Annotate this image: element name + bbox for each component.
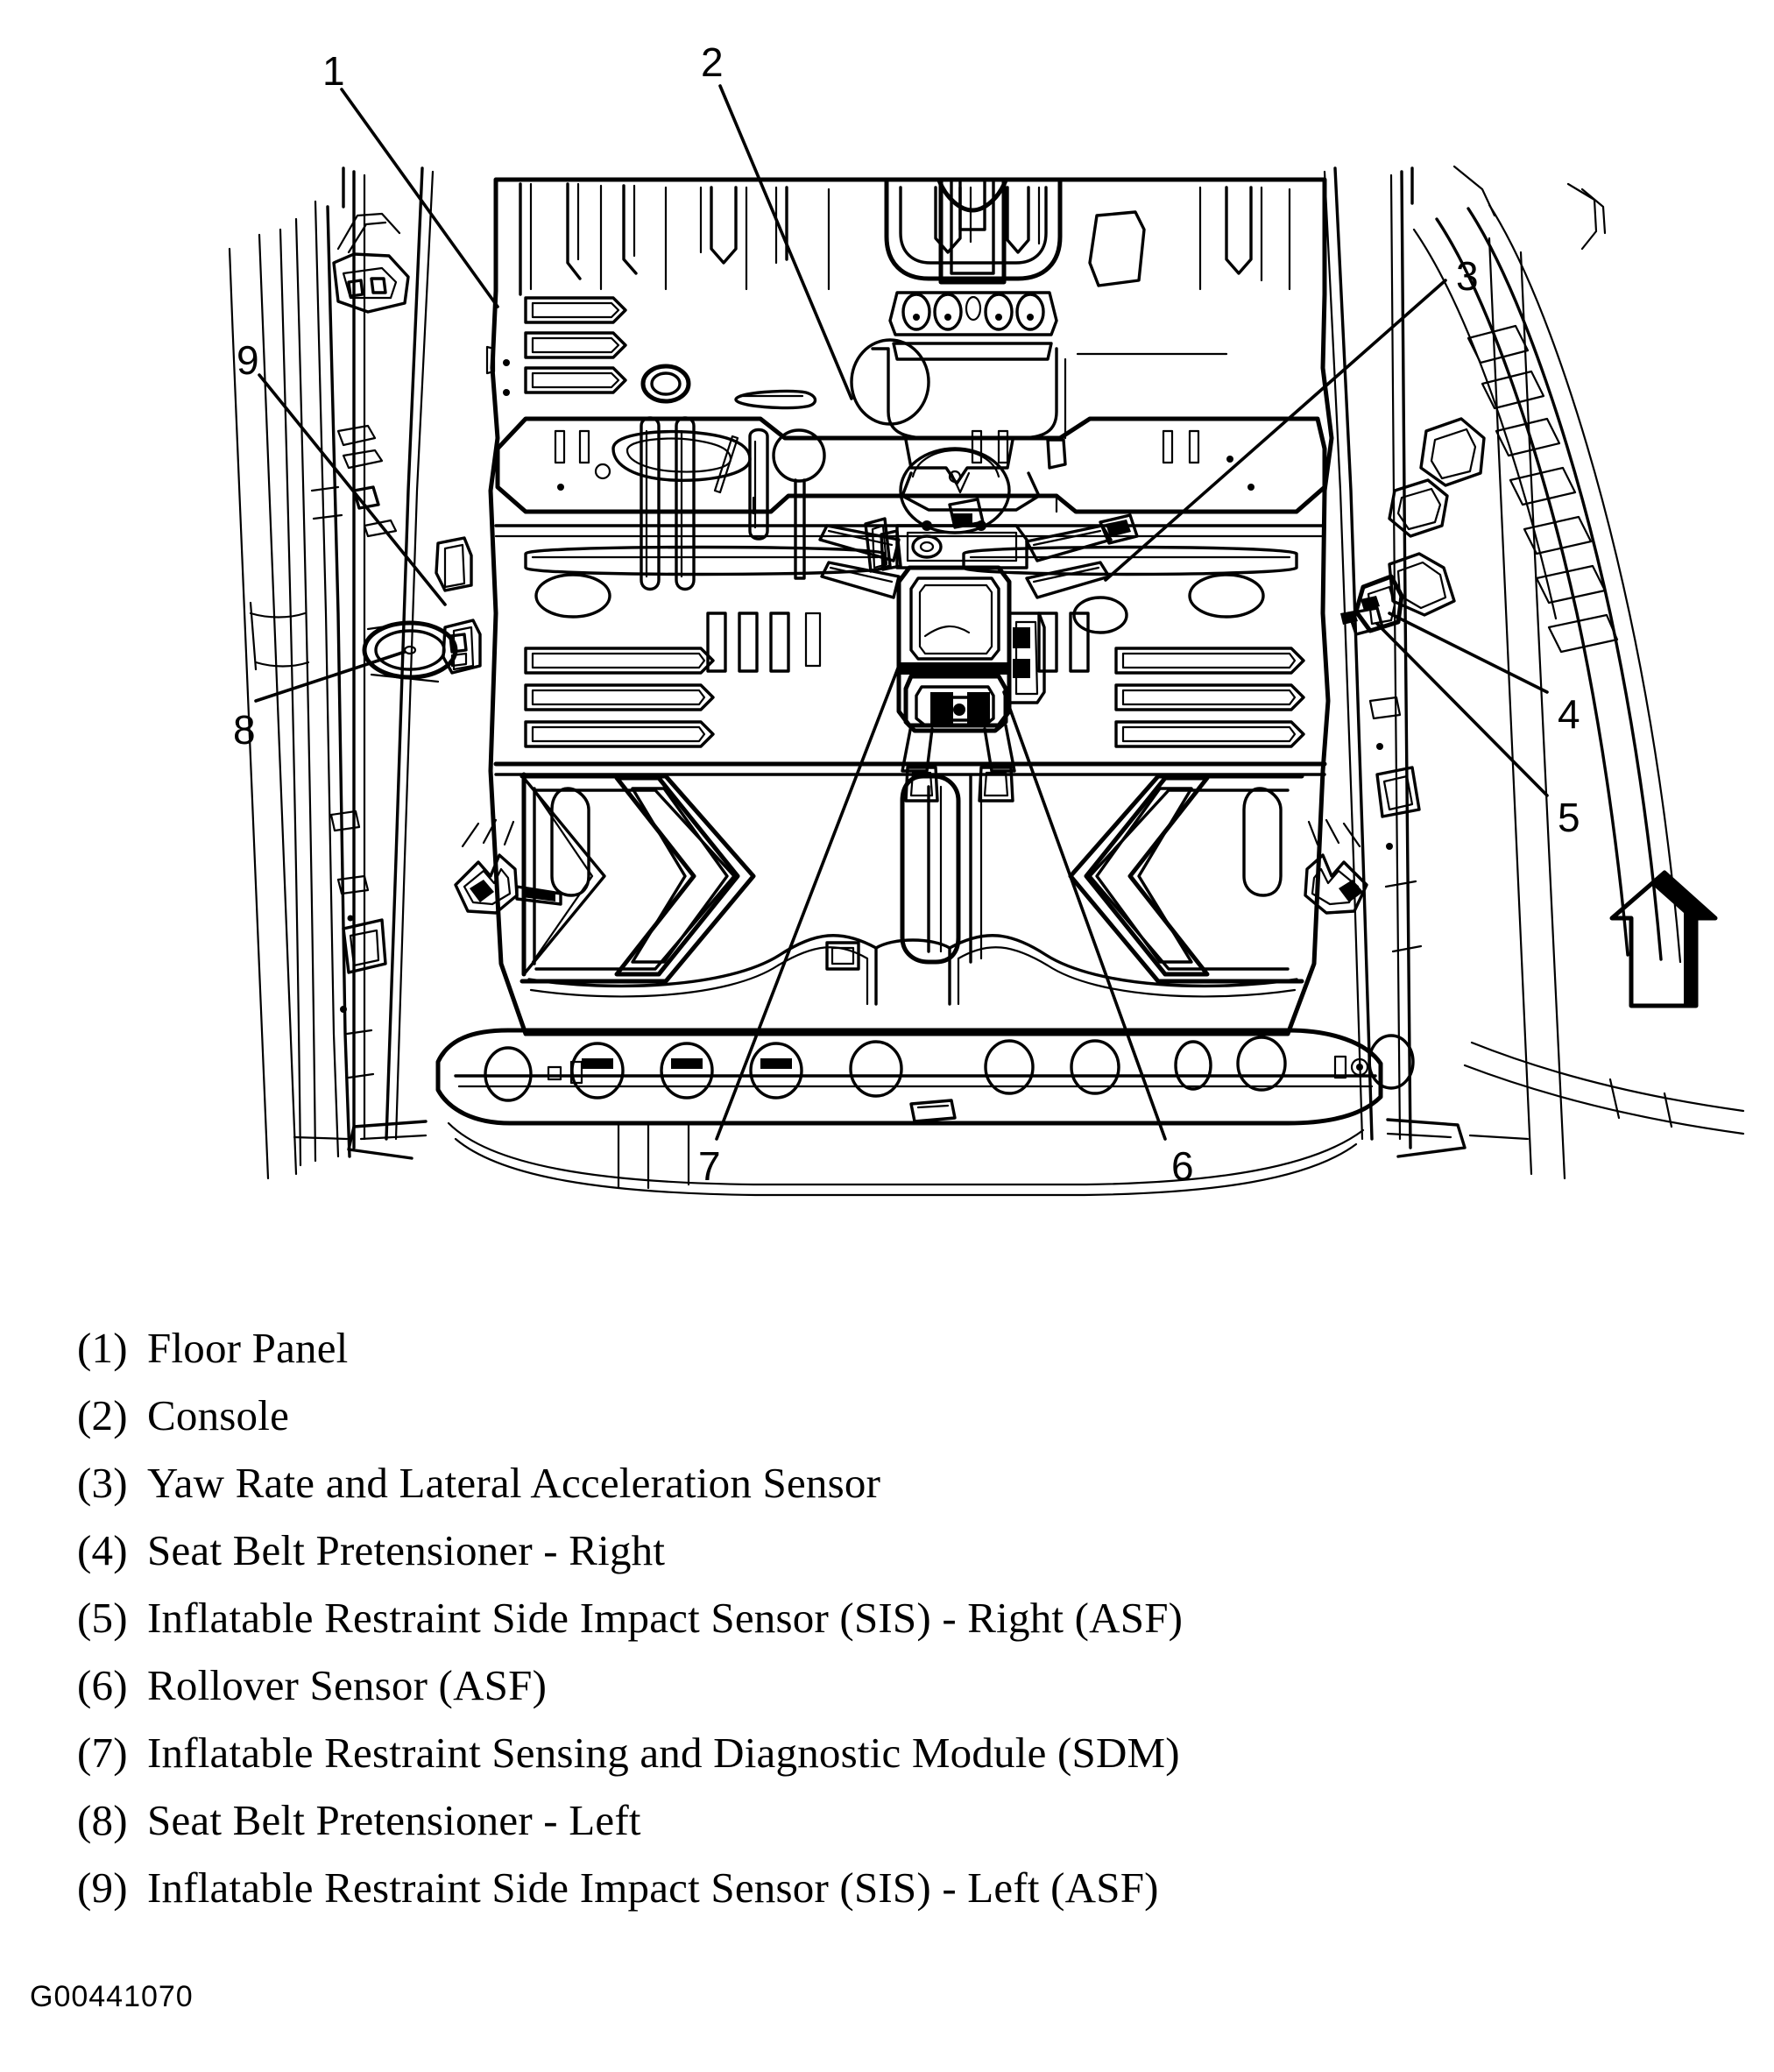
legend-item: [0, 1584, 1774, 1651]
legend-item: [0, 1786, 1774, 1854]
legend-label: Inflatable Restraint Sensing and Diagnostic Module (SDM): [147, 1729, 1180, 1777]
leader-line-7: [717, 666, 899, 1139]
legend-index: (2): [77, 1391, 128, 1439]
legend-index: (1): [77, 1324, 128, 1372]
legend-index: (4): [77, 1526, 128, 1574]
rear-under-panel: [294, 1120, 1528, 1195]
legend-index: (6): [77, 1661, 128, 1709]
callout-number-8: 8: [233, 707, 256, 753]
legend-item: [0, 1719, 1774, 1786]
callout-number-9: 9: [237, 337, 259, 383]
callout-number-4: 4: [1558, 691, 1580, 737]
callout-number-1: 1: [322, 48, 345, 94]
legend-label: Seat Belt Pretensioner - Right: [147, 1526, 666, 1574]
legend-item: [0, 1449, 1774, 1517]
legend-label: Seat Belt Pretensioner - Left: [147, 1796, 641, 1844]
callout-number-3: 3: [1456, 253, 1479, 299]
legend-index: (9): [77, 1863, 128, 1912]
legend-item: [0, 1517, 1774, 1584]
legend-item: [0, 1382, 1774, 1449]
legend-label: Console: [147, 1391, 290, 1439]
crossmember-holes: [485, 1036, 1413, 1100]
legend-index: (8): [77, 1796, 128, 1844]
figure-code: G00441070: [30, 1980, 194, 2013]
legend-item: [0, 1314, 1774, 1382]
rear-crossmember: [438, 1030, 1413, 1188]
legend-item: [0, 1854, 1774, 1921]
legend-index: (3): [77, 1459, 128, 1507]
legend-label: Inflatable Restraint Side Impact Sensor (SIS) - Left (ASF): [147, 1863, 1159, 1912]
right-seat-anchor: [1305, 820, 1367, 913]
callout-number-6: 6: [1171, 1143, 1194, 1189]
component-legend: [0, 1314, 1774, 1921]
left-body-side-structure: [230, 168, 480, 1178]
legend-label: Inflatable Restraint Side Impact Sensor (SIS) - Right (ASF): [147, 1594, 1184, 1642]
left-seat-anchor: [456, 820, 561, 913]
callout-number-7: 7: [698, 1143, 721, 1189]
rear-floor-x-braces: [456, 774, 1367, 1004]
right-body-side-structure: [1325, 166, 1743, 1178]
leader-line-4: [1389, 613, 1547, 692]
callout-number-5: 5: [1558, 795, 1580, 840]
leader-line-2: [720, 86, 852, 399]
callout-number-2: 2: [701, 39, 724, 85]
legend-label: Yaw Rate and Lateral Acceleration Sensor: [147, 1459, 881, 1507]
legend-label: Rollover Sensor (ASF): [147, 1661, 548, 1709]
leader-line-6: [1004, 692, 1165, 1139]
legend-label: Floor Panel: [147, 1324, 349, 1372]
legend-index: (5): [77, 1594, 128, 1642]
legend-index: (7): [77, 1729, 128, 1777]
legend-item: [0, 1651, 1774, 1719]
rear-seat-crossmember: [496, 764, 1325, 774]
